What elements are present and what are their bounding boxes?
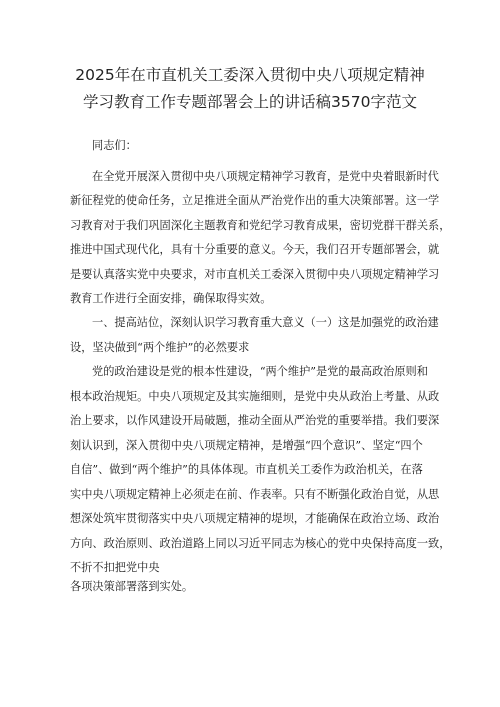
paragraph-line: 是要认真落实党中央要求，对市直机关工委深入贯彻中央八项规定精神学习 [70,268,440,281]
paragraph-line: 刻认识到，深入贯彻中央八项规定精神，是增强“四个意识”、坚定“四个 [70,439,423,452]
paragraph-line: 教育工作进行全面安排，确保取得实效。 [70,292,272,305]
section-heading-line: 一、提高站位，深刻认识学习教育重大意义（一）这是加强党的政治建 [92,316,439,329]
salutation: 同志们： [92,139,137,152]
paragraph-line: 自信”、做到“两个维护”的具体体现。市直机关工委作为政治机关，在落 [70,463,423,476]
paragraph-line: 新征程党的使命任务，立足推进全面从严治党作出的重大决策部署。这一学 [70,194,440,207]
paragraph-line: 不折不扣把党中央 [70,561,160,574]
paragraph-line: 治上要求，以作风建设开局破题，推动全面从严治党的重要举措。我们要深 [70,414,440,427]
paragraph-line: 习教育对于我们巩固深化主题教育和党纪学习教育成果，密切党群干群关系， [70,219,451,232]
paragraph-line: 各项决策部署落到实处。 [70,580,194,593]
paragraph-line: 实中央八项规定精神上必须走在前、作表率。只有不断强化政治自觉，从思 [70,488,440,501]
paragraph-line: 党的政治建设是党的根本性建设，“两个维护”是党的最高政治原则和 [92,365,428,378]
paragraph-line: 在全党开展深入贯彻中央八项规定精神学习教育，是党中央着眼新时代 [92,170,439,183]
paragraph-line: 方向、政治原则、政治道路上同以习近平同志为核心的党中央保持高度一致， [70,537,451,550]
document-title-line-2: 学习教育工作专题部署会上的讲话稿3570字范文 [83,93,417,111]
document-title-line-1: 2025年在市直机关工委深入贯彻中央八项规定精神 [75,66,425,84]
paragraph-line: 推进中国式现代化，具有十分重要的意义。今天，我们召开专题部署会，就 [70,243,440,256]
paragraph-line: 根本政治规矩。中央八项规定及其实施细则，是党中央从政治上考量、从政 [70,390,440,403]
section-heading-line: 设，坚决做到“两个维护”的必然要求 [70,341,250,354]
paragraph-line: 想深处筑牢贯彻落实中央八项规定精神的堤坝，才能确保在政治立场、政治 [70,512,440,525]
